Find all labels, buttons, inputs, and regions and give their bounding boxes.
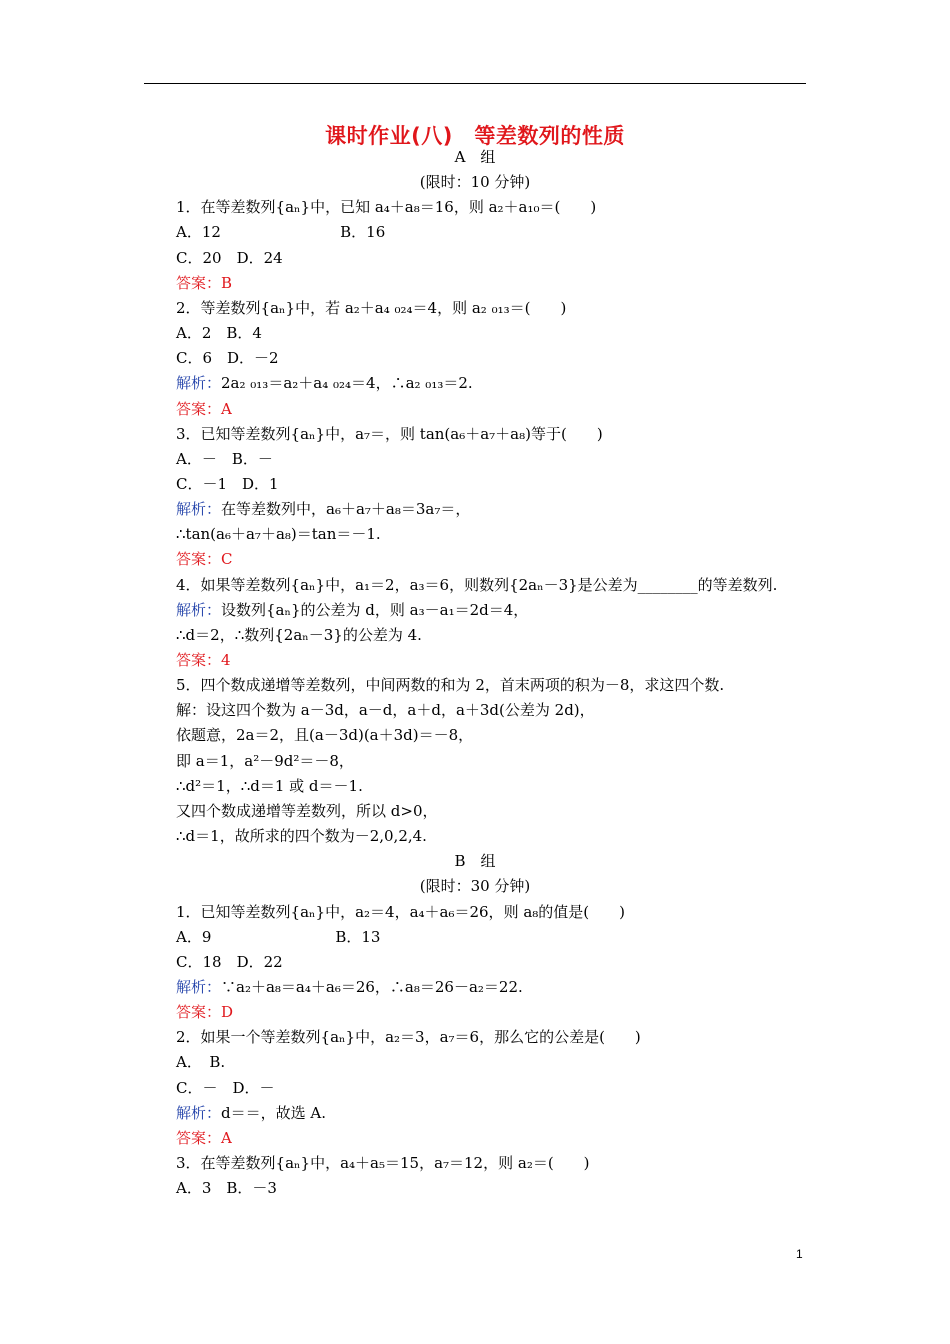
line-text: 解析： [176, 500, 222, 519]
header-rule [144, 83, 806, 84]
line-text: A． B. [176, 1053, 226, 1072]
line-text-rest: d＝＝，故选 A. [221, 1103, 326, 1122]
line-text: C．6 D．－2 [176, 349, 279, 368]
line-text: 答案：C [176, 550, 233, 569]
line-text: 4．如果等差数列{aₙ}中，a₁＝2，a₃＝6，则数列{2aₙ－3}是公差为________的等差数列. [176, 575, 778, 594]
line-text: 答案：B [176, 273, 233, 292]
line-text: 解析： [176, 374, 222, 393]
text-line [176, 726, 473, 744]
analysis-line [176, 978, 523, 996]
text-line [176, 223, 385, 241]
line-text: ∴d＝2，∴数列{2aₙ－3}的公差为 4. [176, 625, 422, 644]
line-text: A．－ B．－ [176, 449, 273, 468]
text-line [176, 953, 283, 971]
text-line [0, 148, 950, 166]
text-line [176, 903, 625, 921]
line-text: ∴d²＝1，∴d＝1 或 d＝－1. [176, 776, 363, 795]
line-text: 解析： [176, 977, 222, 996]
line-text: (限时：30 分钟) [419, 877, 531, 896]
line-text: 5．四个数成递增等差数列，中间两数的和为 2，首末两项的积为－8，求这四个数. [176, 676, 725, 695]
analysis-line [176, 374, 473, 392]
answer-line [176, 550, 232, 568]
line-text: 即 a＝1，a²－9d²＝－8， [176, 751, 354, 770]
page-number: 1 [796, 1247, 803, 1261]
line-text: B 组 [454, 852, 496, 871]
text-line [176, 827, 427, 845]
line-text: 2．等差数列{aₙ}中，若 a₂＋a₄ ₀₂₄＝4，则 a₂ ₀₁₃＝( ) [176, 298, 567, 317]
line-text: A．12 B．16 [176, 223, 386, 242]
answer-line [176, 1003, 233, 1021]
text-line [0, 173, 950, 191]
line-text-rest: 2a₂ ₀₁₃＝a₂＋a₄ ₀₂₄＝4，∴a₂ ₀₁₃＝2. [221, 374, 473, 393]
line-text: A．3 B．－3 [176, 1179, 277, 1198]
line-text: A．9 B．13 [176, 927, 381, 946]
line-text: 解析： [176, 600, 222, 619]
text-line [176, 928, 380, 946]
line-text: A 组 [454, 148, 496, 166]
text-line [176, 525, 381, 543]
answer-line [176, 274, 232, 292]
line-text: C．－ D．－ [176, 1078, 275, 1097]
text-line [176, 249, 283, 267]
line-text: C．18 D．22 [176, 952, 283, 971]
text-line [176, 425, 603, 443]
line-text: 又四个数成递增等差数列，所以 d>0， [176, 801, 438, 820]
text-line [176, 450, 273, 468]
line-text: ∴tan(a₆＋a₇＋a₈)＝tan＝－1. [176, 525, 381, 544]
line-text: 答案：A [176, 399, 232, 418]
text-line [0, 852, 950, 870]
analysis-line [176, 500, 470, 518]
line-text-rest: 设数列{aₙ}的公差为 d，则 a₃－a₁＝2d＝4， [221, 600, 529, 619]
text-line [176, 1028, 641, 1046]
text-line [176, 576, 777, 594]
line-text: 3．已知等差数列{aₙ}中，a₇＝，则 tan(a₆＋a₇＋a₈)等于( ) [176, 424, 603, 443]
line-text-rest: ∵a₂＋a₈＝a₄＋a₆＝26，∴a₈＝26－a₂＝22. [221, 977, 523, 996]
analysis-line [176, 1104, 326, 1122]
text-line [176, 198, 596, 216]
line-text: 1．在等差数列{aₙ}中，已知 a₄＋a₈＝16，则 a₂＋a₁₀＝( ) [176, 198, 597, 217]
text-line [176, 701, 595, 719]
text-line [176, 299, 566, 317]
text-line [176, 324, 262, 342]
text-line [176, 676, 724, 694]
answer-line [176, 651, 231, 669]
line-text: 解：设这四个数为 a－3d，a－d，a＋d，a＋3d(公差为 2d)， [176, 701, 595, 720]
text-line [176, 752, 354, 770]
line-text: C．－1 D．1 [176, 474, 279, 493]
text-line [176, 1053, 225, 1071]
line-text: 1．已知等差数列{aₙ}中，a₂＝4，a₄＋a₆＝26，则 a₈的值是( ) [176, 902, 625, 921]
answer-line [176, 400, 232, 418]
line-text: 依题意，2a＝2，且(a－3d)(a＋3d)＝－8， [176, 726, 474, 745]
line-text: 3．在等差数列{aₙ}中，a₄＋a₅＝15，a₇＝12，则 a₂＝( ) [176, 1154, 590, 1172]
text-line [176, 626, 422, 644]
text-line [176, 1079, 275, 1097]
analysis-line [176, 601, 528, 619]
text-line [0, 877, 950, 895]
text-line [176, 777, 363, 795]
text-line [176, 802, 437, 820]
text-line [176, 475, 279, 493]
text-line [176, 1179, 277, 1197]
line-text: 2．如果一个等差数列{aₙ}中，a₂＝3，a₇＝6，那么它的公差是( ) [176, 1028, 641, 1047]
line-text: 答案：D [176, 1003, 234, 1022]
line-text-rest: 在等差数列中，a₆＋a₇＋a₈＝3a₇＝， [221, 500, 471, 519]
answer-line [176, 1129, 232, 1147]
text-line [176, 1154, 590, 1172]
text-line [176, 349, 279, 367]
line-text: 答案：4 [176, 651, 231, 669]
line-text: 答案：A [176, 1128, 232, 1147]
line-text: A．2 B．4 [176, 324, 262, 343]
line-text: C．20 D．24 [176, 248, 283, 267]
line-text: (限时：10 分钟) [419, 173, 531, 192]
line-text: ∴d＝1，故所求的四个数为－2,0,2,4. [176, 827, 427, 846]
page-title: 课时作业(八) 等差数列的性质 [325, 124, 625, 148]
line-text: 解析： [176, 1103, 222, 1122]
